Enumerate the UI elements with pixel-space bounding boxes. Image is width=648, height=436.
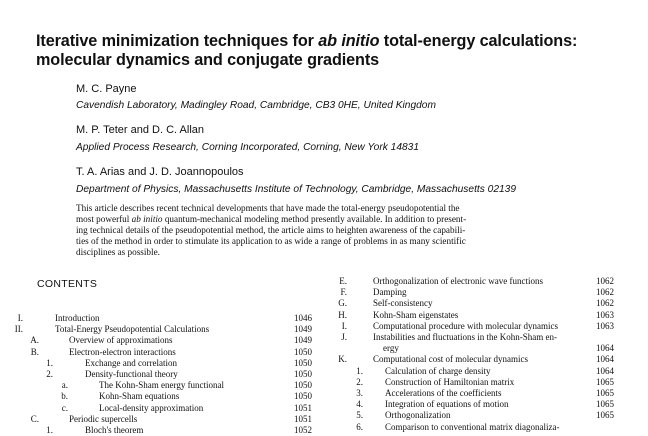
toc-entry-title: Comparison to conventional matrix diagonaliza- bbox=[385, 421, 560, 432]
toc-entry-page: 1050 bbox=[294, 380, 312, 391]
toc-entry-number: 6. bbox=[356, 421, 363, 432]
toc-entry-title: ergy bbox=[383, 343, 399, 354]
toc-entry-page: 1065 bbox=[596, 376, 614, 387]
toc-entry-title: Periodic supercells bbox=[69, 413, 138, 424]
title-line-2: molecular dynamics and conjugate gradients bbox=[36, 51, 380, 69]
toc-entry-title: Self-consistency bbox=[373, 298, 433, 309]
toc-entry-page: 1062 bbox=[596, 287, 614, 298]
title-line-1: Iterative minimization techniques for ab initio total-energy calculations: bbox=[36, 32, 578, 50]
toc-entry-page: 1064 bbox=[596, 354, 614, 365]
toc-entry-number: I. bbox=[341, 320, 347, 331]
toc-entry-page: 1064 bbox=[596, 365, 614, 376]
toc-entry-page: 1049 bbox=[294, 335, 312, 346]
toc-entry-title: Kohn-Sham equations bbox=[99, 391, 180, 402]
toc-entry-page: 1063 bbox=[596, 309, 614, 320]
toc-entry-number: 4. bbox=[356, 399, 363, 410]
toc-entry-number: c. bbox=[61, 402, 68, 413]
toc-entry-number: G. bbox=[338, 298, 347, 309]
abstract-line: This article describes recent technical developments that have made the total-energy pseudopotential the bbox=[76, 203, 460, 213]
toc-entry bbox=[0, 287, 648, 298]
toc-entry-title: Local-density approximation bbox=[99, 402, 204, 413]
toc-entry-page: 1065 bbox=[596, 388, 614, 398]
toc-entry-page: 1065 bbox=[596, 399, 614, 410]
author-1: M. C. Payne bbox=[76, 83, 137, 95]
toc-entry bbox=[0, 377, 648, 388]
toc-entry-page: 1062 bbox=[596, 298, 614, 309]
toc-entry-title: Orthogonalization bbox=[385, 410, 451, 421]
affiliation-1: Cavendish Laboratory, Madingley Road, Cambridge, CB3 0HE, United Kingdom bbox=[76, 100, 436, 111]
toc-entry bbox=[0, 321, 648, 332]
toc-entry-number: 1. bbox=[46, 425, 53, 435]
toc-entry-number: 1. bbox=[46, 357, 53, 368]
toc-entry-page: 1050 bbox=[294, 369, 312, 379]
toc-entry-number: C. bbox=[30, 413, 39, 424]
contents-heading: CONTENTS bbox=[37, 278, 98, 290]
toc-entry bbox=[0, 388, 648, 399]
toc-entry-title: Computational procedure with molecular dynamics bbox=[373, 320, 558, 331]
toc-entry-number: II. bbox=[14, 324, 23, 335]
toc-entry-title: Integration of equations of motion bbox=[385, 399, 509, 410]
toc-entry-number: I. bbox=[17, 313, 23, 323]
author-3: T. A. Arias and J. D. Joannopoulos bbox=[76, 166, 244, 178]
toc-entry-page: 1050 bbox=[294, 346, 312, 357]
toc-entry-page: 1050 bbox=[294, 357, 312, 368]
toc-entry-title: Total-Energy Pseudopotential Calculations bbox=[55, 324, 210, 335]
toc-entry-number: 2. bbox=[356, 376, 363, 387]
toc-entry-title: Accelerations of the coefficients bbox=[385, 388, 502, 398]
toc-entry-title: Instabilities and fluctuations in the Kohn-Sham en- bbox=[373, 332, 557, 342]
toc-entry-number: a. bbox=[61, 380, 68, 391]
toc-entry-page: 1064 bbox=[596, 343, 614, 354]
toc-entry-page: 1050 bbox=[294, 391, 312, 402]
toc-entry-title: The Kohn-Sham energy functional bbox=[99, 380, 225, 391]
title-italic: ab initio bbox=[318, 32, 380, 50]
toc-entry-page: 1049 bbox=[294, 324, 312, 335]
toc-entry-title: Bloch's theorem bbox=[85, 425, 144, 435]
toc-entry-number: 2. bbox=[46, 369, 53, 379]
toc-entry-number: K. bbox=[338, 354, 347, 365]
toc-entry-title: Overview of approximations bbox=[69, 335, 173, 346]
toc-entry-title: Damping bbox=[373, 287, 407, 298]
affiliation-3: Department of Physics, Massachusetts Institute of Technology, Cambridge, Massachusetts 02139 bbox=[76, 184, 516, 195]
affiliation-2: Applied Process Research, Corning Incorporated, Corning, New York 14831 bbox=[76, 142, 419, 153]
toc-entry-page: 1065 bbox=[596, 410, 614, 421]
author-2: M. P. Teter and D. C. Allan bbox=[76, 124, 204, 136]
toc-entry bbox=[0, 366, 648, 377]
toc-entry bbox=[0, 332, 648, 343]
toc-entry-number: H. bbox=[338, 309, 347, 320]
toc-entry-number: 3. bbox=[356, 388, 363, 398]
abstract-line: disciplines as possible. bbox=[76, 247, 160, 257]
toc-entry-title: Calculation of charge density bbox=[385, 365, 491, 376]
toc-entry-number: 5. bbox=[356, 410, 363, 421]
toc-entry-title: Computational cost of molecular dynamics bbox=[373, 354, 528, 365]
toc-entry-page: 1051 bbox=[294, 402, 312, 413]
toc-entry-title: Introduction bbox=[55, 313, 100, 323]
toc-entry-title: Kohn-Sham eigenstates bbox=[373, 309, 459, 320]
abstract-line: most powerful ab initio quantum-mechanical modeling method presently available. In addition to present- bbox=[76, 214, 467, 224]
toc-entry-title: Exchange and correlation bbox=[85, 357, 177, 368]
toc-entry-page: 1062 bbox=[596, 276, 614, 286]
toc-entry-number: E. bbox=[339, 276, 347, 286]
toc-entry bbox=[0, 276, 648, 287]
toc-entry bbox=[0, 310, 648, 321]
toc-entry-title: Electron-electron interactions bbox=[69, 346, 176, 357]
toc-entry-number: b. bbox=[61, 391, 68, 402]
toc-entry-title: Construction of Hamiltonian matrix bbox=[385, 376, 515, 387]
toc-entry-number: F. bbox=[340, 287, 347, 298]
toc-entry bbox=[0, 410, 648, 421]
toc-entry-page: 1051 bbox=[294, 413, 312, 424]
toc-entry-title: Orthogonalization of electronic wave functions bbox=[373, 276, 543, 286]
toc-entry bbox=[0, 422, 648, 433]
toc-entry bbox=[0, 399, 648, 410]
toc-entry bbox=[0, 298, 648, 309]
toc-entry-number: J. bbox=[341, 332, 347, 342]
abstract-line: ties of the method in order to stimulate its application to as wide a range of problems in as many scientific bbox=[76, 236, 466, 246]
toc-entry-page: 1063 bbox=[596, 320, 614, 331]
toc-entry bbox=[0, 354, 648, 365]
toc-entry-page: 1046 bbox=[294, 313, 312, 323]
toc-entry-page: 1052 bbox=[294, 425, 312, 435]
toc-entry-number: B. bbox=[30, 346, 39, 357]
abstract-line: ing technical details of the pseudopotential method, the article aims to heighten awareness of the capabili- bbox=[76, 225, 466, 235]
toc-entry-number: 1. bbox=[356, 365, 363, 376]
toc-entry-title: Density-functional theory bbox=[85, 369, 178, 379]
toc-entry bbox=[0, 343, 648, 354]
toc-entry-number: A. bbox=[30, 335, 39, 346]
